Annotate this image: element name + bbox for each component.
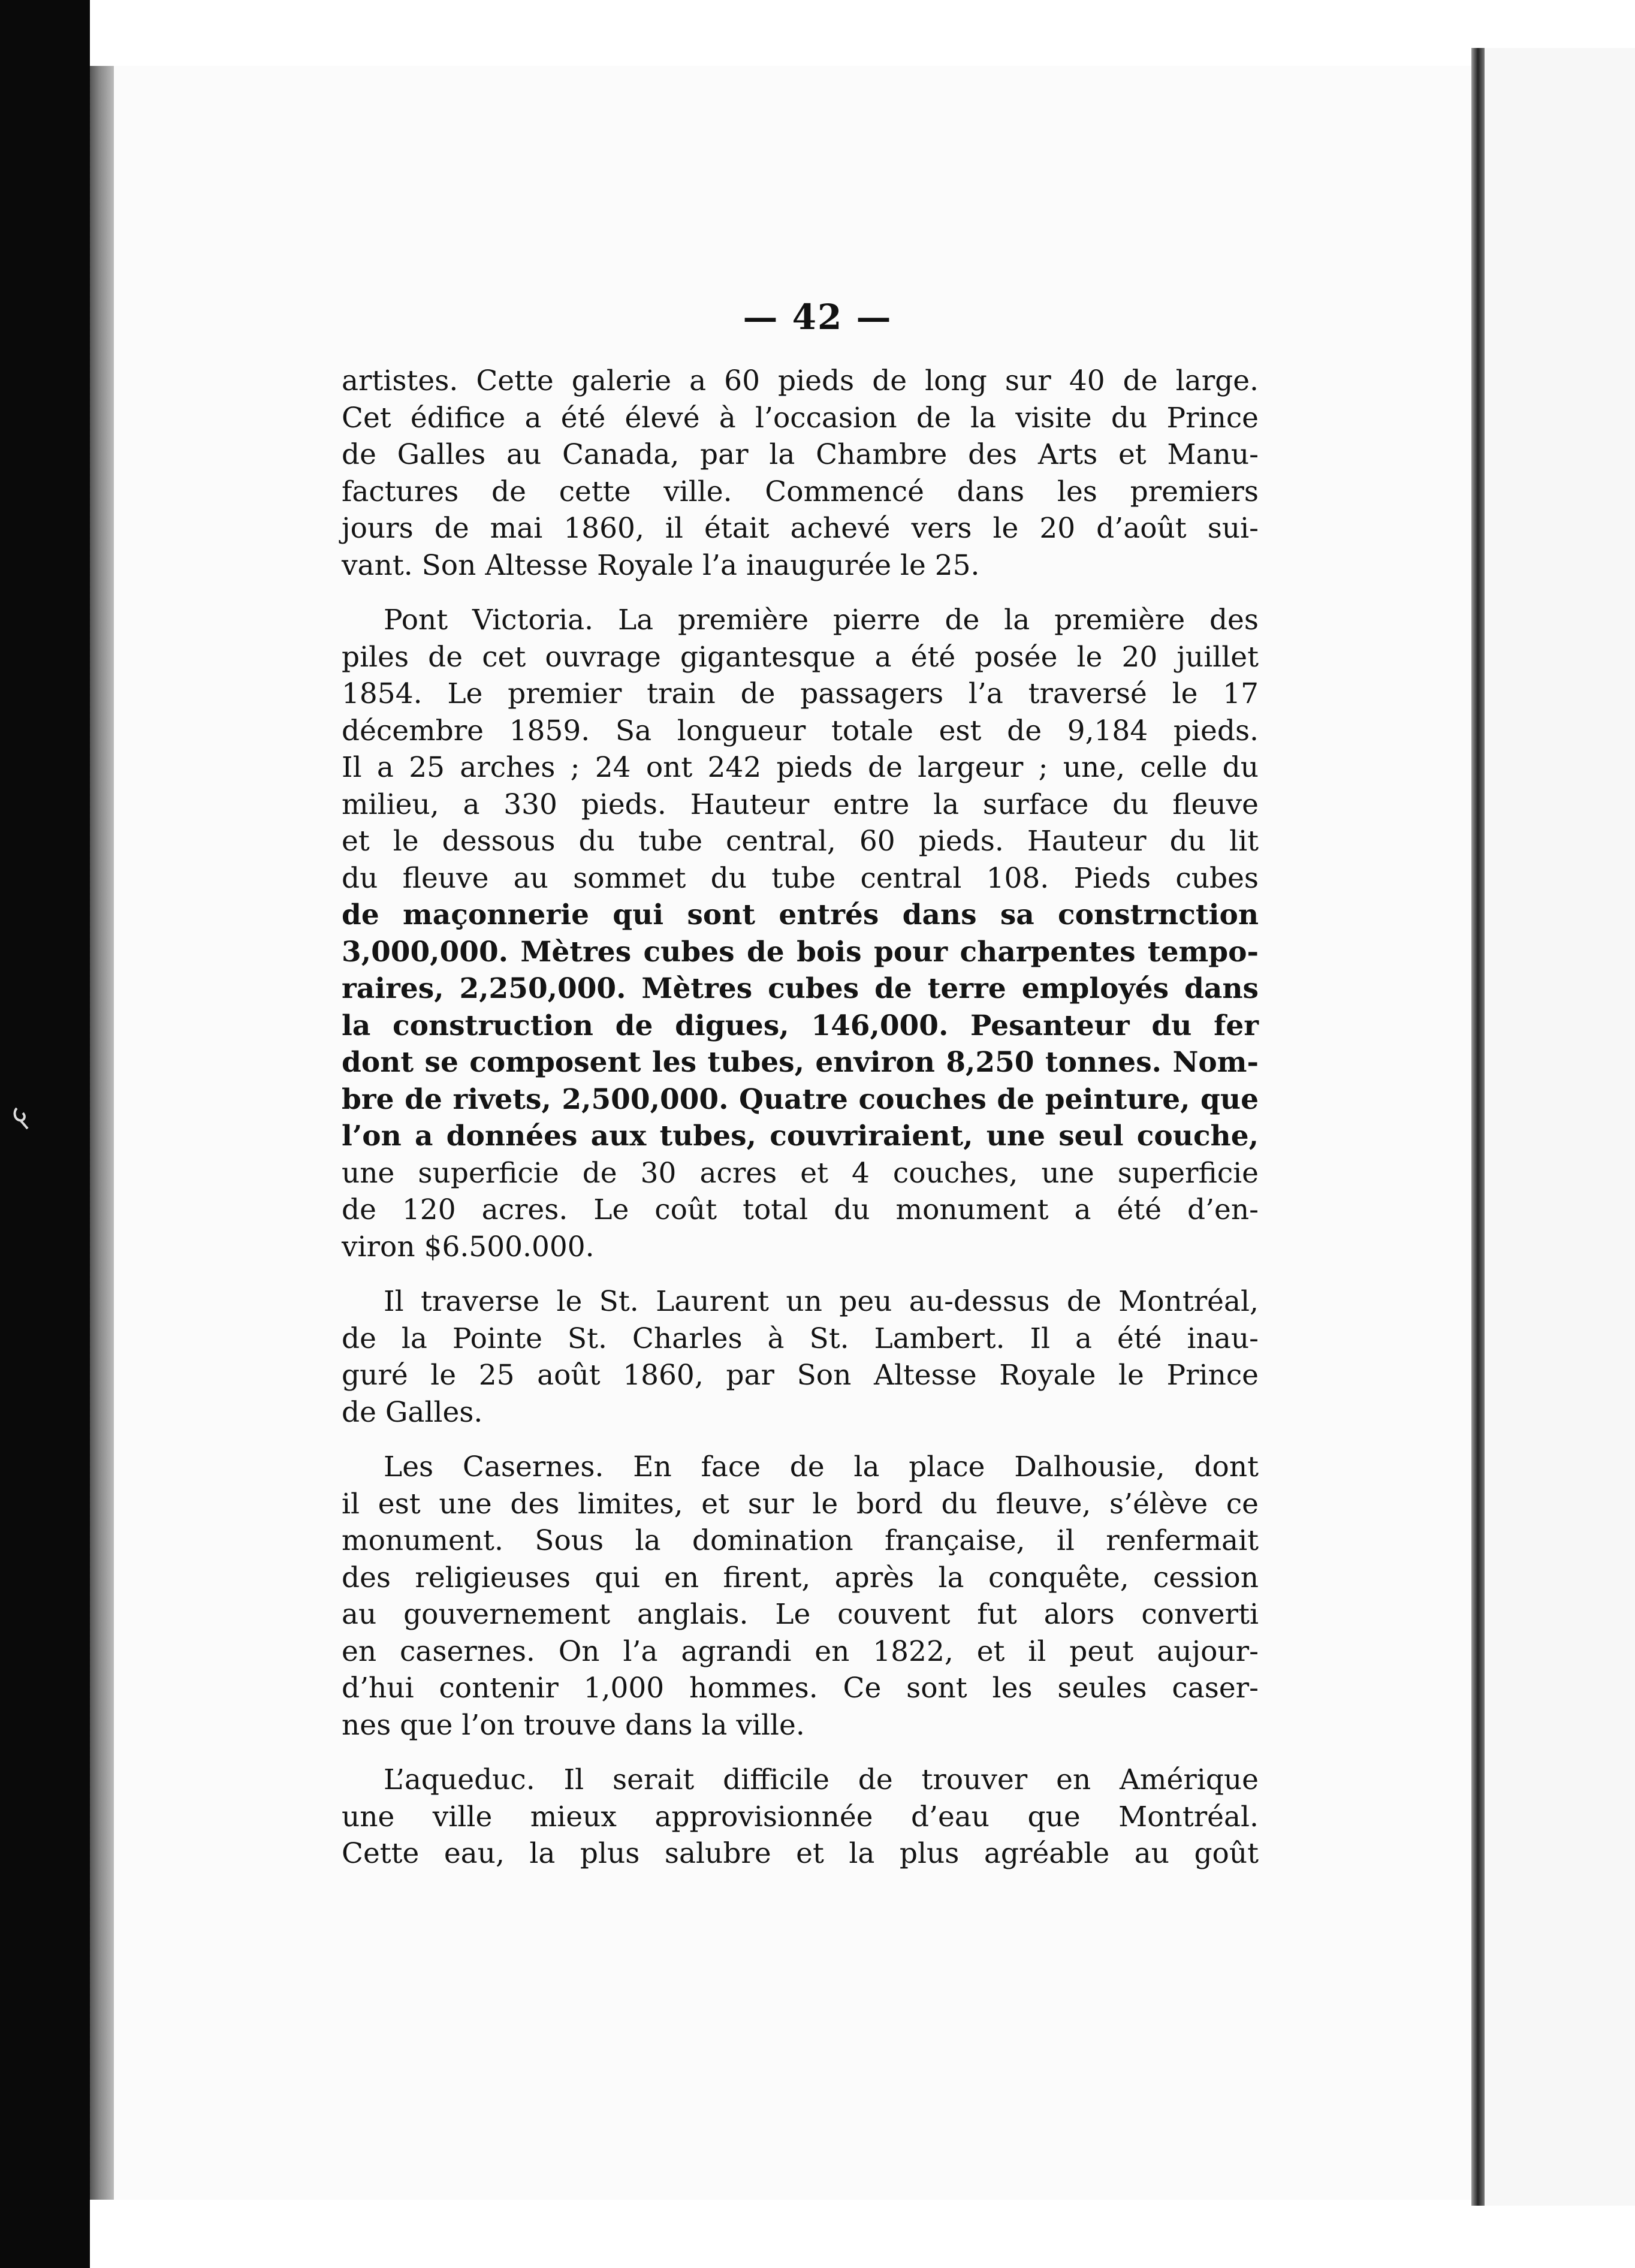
text-line: Cette eau, la plus salubre et la plus agréable au goût bbox=[342, 1837, 1259, 1870]
facing-page bbox=[1485, 48, 1635, 2206]
page-number: — 42 — bbox=[743, 297, 892, 337]
text-line: de maçonnerie qui sont entrés dans sa constrnction bbox=[342, 898, 1259, 931]
text-line: vant. Son Altesse Royale l’a inaugurée le 25. bbox=[342, 548, 980, 582]
body-text bbox=[342, 363, 1259, 1872]
text-line: une ville mieux approvisionnée d’eau que Montréal. bbox=[342, 1800, 1259, 1833]
text-line: 3,000,000. Mètres cubes de bois pour charpentes tempo- bbox=[342, 935, 1259, 969]
text-line: de la Pointe St. Charles à St. Lambert. Il a été inau- bbox=[342, 1322, 1259, 1355]
text-line: Cet édifice a été élevé à l’occasion de la visite du Prince bbox=[342, 401, 1259, 435]
text-line: raires, 2,250,000. Mètres cubes de terre employés dans bbox=[342, 972, 1259, 1005]
paragraph-casernes bbox=[342, 1449, 1259, 1744]
text-line: artistes. Cette galerie a 60 pieds de long sur 40 de large. bbox=[342, 364, 1259, 397]
text-line: piles de cet ouvrage gigantesque a été posée le 20 juillet bbox=[342, 640, 1259, 674]
text-line: nes que l’on trouve dans la ville. bbox=[342, 1708, 805, 1742]
text-line: de Galles au Canada, par la Chambre des Arts et Manu- bbox=[342, 438, 1259, 471]
paragraph-st-laurent bbox=[342, 1283, 1259, 1431]
text-line: d’hui contenir 1,000 hommes. Ce sont les seules caser- bbox=[342, 1672, 1259, 1705]
text-line: L’aqueduc. Il serait difficile de trouver en Amérique bbox=[384, 1763, 1259, 1796]
text-line: et le dessous du tube central, 60 pieds. Hauteur du lit bbox=[342, 825, 1259, 858]
text-line: du fleuve au sommet du tube central 108. Pieds cubes bbox=[342, 861, 1259, 895]
text-line: décembre 1859. Sa longueur totale est de 9,184 pieds. bbox=[342, 714, 1259, 747]
text-line: des religieuses qui en firent, après la conquête, cession bbox=[342, 1561, 1259, 1594]
text-line: milieu, a 330 pieds. Hauteur entre la surface du fleuve bbox=[342, 788, 1259, 821]
text-line: une superficie de 30 acres et 4 couches, une superficie bbox=[342, 1156, 1259, 1190]
text-line: il est une des limites, et sur le bord du fleuve, s’élève ce bbox=[342, 1487, 1259, 1521]
text-line: factures de cette ville. Commencé dans les premiers bbox=[342, 475, 1259, 508]
page-edge-left bbox=[90, 66, 114, 2200]
paragraph-artistes bbox=[342, 363, 1259, 584]
text-line: Pont Victoria. La première pierre de la première des bbox=[384, 604, 1259, 637]
paragraph-aqueduc bbox=[342, 1762, 1259, 1872]
text-line: l’on a données aux tubes, couvriraient, une seul couche, bbox=[342, 1120, 1259, 1153]
text-line: Il traverse le St. Laurent un peu au-dessus de Montréal, bbox=[384, 1285, 1259, 1318]
text-line: en casernes. On l’a agrandi en 1822, et il peut aujour- bbox=[342, 1634, 1259, 1668]
text-line: au gouvernement anglais. Le couvent fut alors converti bbox=[342, 1598, 1259, 1631]
scan-left-margin bbox=[0, 0, 90, 2268]
text-line: monument. Sous la domination française, il renfermait bbox=[342, 1524, 1259, 1557]
binding-thread-mark bbox=[12, 1106, 30, 1130]
text-line: viron $6.500.000. bbox=[342, 1230, 595, 1263]
page-gutter bbox=[1471, 48, 1485, 2206]
text-line: Il a 25 arches ; 24 ont 242 pieds de largeur ; une, celle du bbox=[342, 751, 1259, 784]
text-line: bre de rivets, 2,500,000. Quatre couches de peinture, que bbox=[342, 1082, 1259, 1116]
text-line: guré le 25 août 1860, par Son Altesse Royale le Prince bbox=[342, 1359, 1259, 1392]
text-line: de 120 acres. Le coût total du monument a été d’en- bbox=[342, 1193, 1259, 1226]
text-line: jours de mai 1860, il était achevé vers le 20 d’août sui- bbox=[342, 512, 1259, 545]
text-line: dont se composent les tubes, environ 8,250 tonnes. Nom- bbox=[342, 1046, 1259, 1079]
text-line: la construction de digues, 146,000. Pesanteur du fer bbox=[342, 1009, 1259, 1042]
text-line: de Galles. bbox=[342, 1395, 483, 1429]
text-line: Les Casernes. En face de la place Dalhousie, dont bbox=[384, 1450, 1259, 1483]
text-line: 1854. Le premier train de passagers l’a traversé le 17 bbox=[342, 677, 1259, 710]
paragraph-pont-victoria bbox=[342, 602, 1259, 1265]
